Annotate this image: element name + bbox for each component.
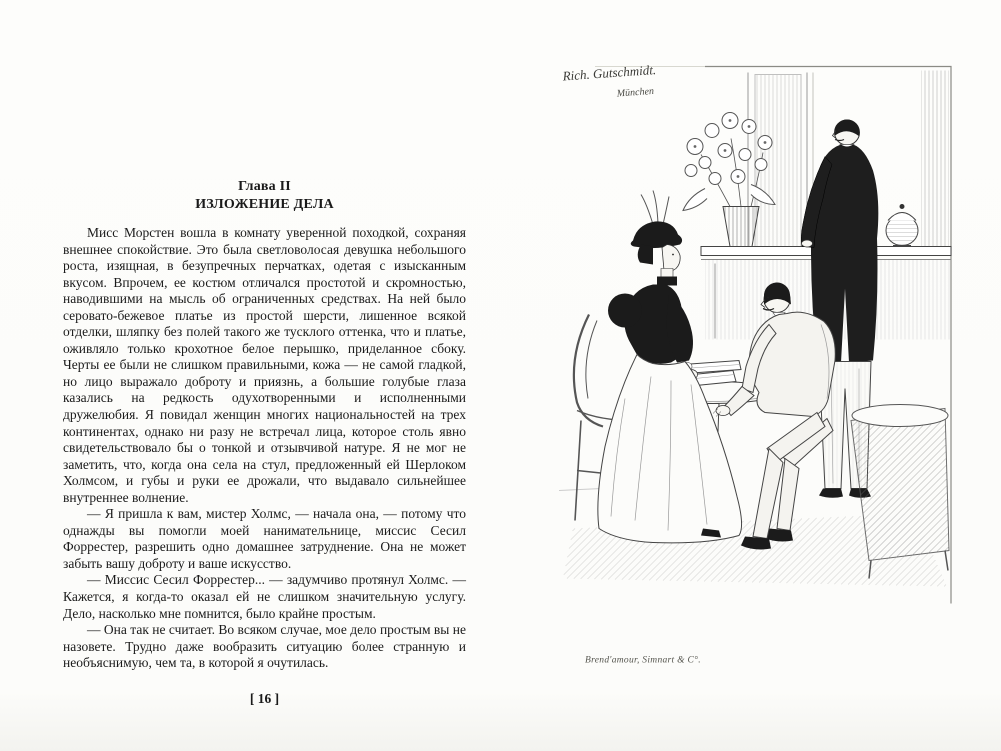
illustration-svg [555, 56, 955, 701]
artist-signature: Rich. Gutschmidt. [562, 62, 657, 84]
left-page-text [63, 178, 466, 672]
paragraph-3: — Миссис Сесил Форрестер... — задумчиво протянул Холмс. — Кажется, я когда-то оказал ей не слишком значительную услугу. Дело, насколько мне помнится, было крайне простым. [63, 572, 466, 621]
artist-city: München [616, 85, 655, 100]
chapter-title: ИЗЛОЖЕНИЕ ДЕЛА [195, 197, 334, 212]
urn [886, 204, 918, 246]
chapter-label: Глава II [238, 179, 291, 194]
paragraph-4: — Она так не считает. Во всяком случае, мое дело простым вы не назовете. Трудно даже вообразить ситуацию более странную и необъяснимую, чем та, в которой я очутилась. [63, 622, 466, 671]
paragraph-2: — Я пришла к вам, мистер Холмс, — начала она, — потому что однажды вы помогли моей нанимательнице, миссис Сесил Форрестер, разрешить одно домашнее затруднение. Она не может забыть вашу доброту и ваше искусство. [63, 506, 466, 571]
engraver-credit: Brend'amour, Simnart & C°. [585, 655, 701, 666]
curtain [921, 71, 949, 249]
chapter-heading [63, 178, 466, 214]
paragraph-1: Мисс Морстен вошла в комнату уверенной походкой, сохраняя внешнее спокойствие. Это была светловолосая девушка небольшого роста, изящная, в безупречных перчатках, одетая с изысканным вкусом. Впрочем, ее костюм отличался простотой и скромностью, наводившими на мысль об ограниченных средствах. На ней было серовато-бежевое платье из простой шерсти, лишенное всякой отделки, шляпку без полей такого же тусклого оттенка, что и платье, оживляло только крохотное белое перышко, приделанное сбоку. Черты ее были не слишком правильными, кожа — не самой гладкой, но лицо выражало доброту и приязнь, а большие голубые глаза казались на редкость одухотворенными и исполненными дружелюбия. Я повидал женщин многих национальностей на трех континентах, однако ни разу не встречал лица, которое столь явно свидетельствовало бы о тонкой и отзывчивой натуре. Я не мог не заметить, что, когда она села на стул, предложенный ей Шерлоком Холмсом, и губы и руки ее дрожали, что выдавало сильнейшее внутреннее волнение. [63, 225, 466, 505]
book-illustration [555, 56, 955, 701]
page-number: [ 16 ] [249, 691, 280, 706]
